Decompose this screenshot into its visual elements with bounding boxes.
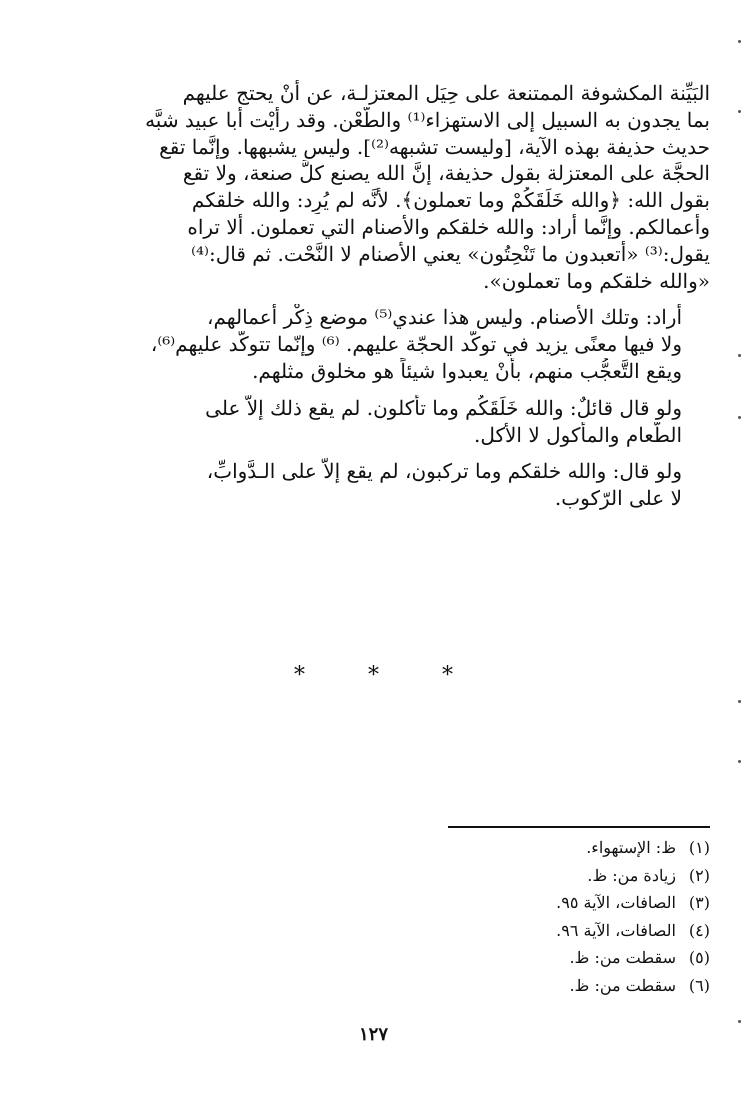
footnote-text: ظ: الإستهواء. [586, 838, 676, 857]
scan-edge-mark [738, 354, 741, 357]
text-line: بقول الله: ﴿والله خَلَقَكُمْ وما تعملون﴾. لأنَّه لم يُرِد: والله خلقكم [191, 188, 710, 213]
scan-edge-mark [738, 700, 741, 703]
scan-edge-mark [738, 416, 741, 419]
footnote-text: الصافات، الآية ٩٥. [556, 893, 676, 913]
scan-edge-mark [738, 760, 741, 763]
paragraph-3 [58, 395, 710, 449]
footnote-item [420, 889, 710, 917]
text-line: ولو قال قائلٌ: والله خَلَقَكُم وما تأكلون. لم يقع ذلك إلاَّ على [205, 395, 682, 420]
text-line: البَيِّنة المكشوفة الممتنعة على حِيَل المعتزلـة، عن أنْ يحتج عليهم [182, 81, 710, 105]
footnote-item [420, 917, 710, 945]
text-line: ويقع التَّعجُّب منهم، بأنْ يعبدوا شيئاً هو مخلوق مثلهم. [252, 358, 682, 383]
text-line: لا على الرّكوب. [554, 486, 682, 511]
footnote-divider [448, 826, 710, 828]
text-line: الطَّعام والمأكول لا الأكل. [474, 422, 682, 447]
footnote-number: (٢) [688, 865, 710, 885]
footnote-number: (٥) [688, 948, 710, 968]
text-line: ولا فيها معنًى يزيد في توكّد الحجّة عليهم. ⁽⁶⁾ وإنّما تتوكّد عليهم⁽⁶⁾، [150, 332, 682, 357]
footnote-text: سقطت من: ظ. [569, 975, 676, 995]
footnote-number: (٤) [688, 920, 710, 940]
text-line: يقول:⁽³⁾ «أتعبدون ما تَنْحِتُون» يعني الأصنام لا النَّحْت. ثم قال:⁽⁴⁾ [191, 241, 710, 266]
text-line: بما يجدون به السبيل إلى الاستهزاء⁽¹⁾ والطَّعْن. وقد رأيْت أبا عبيد شبَّه [145, 107, 710, 132]
text-line: ولو قال: والله خلقكم وما تركبون، لم يقع إلاَّ على الـدَّوابِّ، [206, 459, 682, 484]
text-line: «والله خلقكم وما تعملون». [483, 268, 710, 293]
paragraph-1 [58, 80, 710, 294]
scan-edge-mark [738, 40, 741, 43]
footnote-text: زيادة من: ظ. [587, 865, 676, 885]
footnote-item [420, 834, 710, 862]
footnotes [420, 834, 710, 999]
text-line: أراد: وتلك الأصنام. وليس هذا عندي⁽⁵⁾ موضع ذِكْر أعمالهم، [206, 305, 682, 330]
footnote-item [420, 972, 710, 1000]
text-line: وأعمالكم. وإنَّما أراد: والله خلقكم والأصنام التي تعملون. ألا تراه [187, 214, 710, 239]
paragraph-2 [58, 304, 710, 384]
page-number: ١٢٧ [358, 1024, 388, 1045]
text-line: الحجَّة على المعتزلة بقول حذيفة، إنَّ الله يصنع كلَّ صنعة، ولا تقع [182, 161, 710, 186]
scan-edge-mark [738, 110, 741, 113]
text-line: حديث حذيفة بهذه الآية، [وليست تشبهه⁽²⁾]. وليس يشبهها. وإنَّما تقع [159, 134, 710, 159]
scan-edge-mark [738, 1020, 741, 1023]
footnote-number: (١) [688, 838, 710, 857]
footnote-number: (٦) [688, 975, 710, 995]
paragraph-4 [58, 458, 710, 512]
main-text [58, 80, 710, 522]
footnote-item [420, 944, 710, 972]
footnote-number: (٣) [688, 893, 710, 913]
section-separator: * * * [294, 663, 481, 688]
footnote-text: الصافات، الآية ٩٦. [556, 920, 676, 940]
footnote-text: سقطت من: ظ. [569, 948, 676, 968]
footnote-item [420, 862, 710, 890]
